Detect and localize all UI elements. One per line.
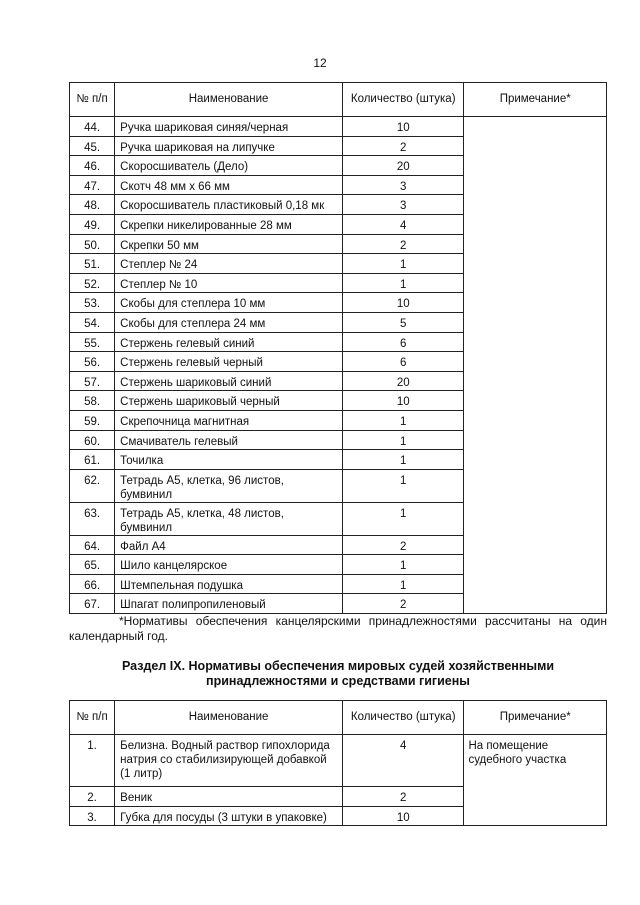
item-name: Веник (115, 787, 343, 807)
row-number: 61. (70, 450, 115, 470)
table-body (70, 735, 607, 826)
item-quantity: 1 (343, 469, 464, 502)
item-name: Скрепки 50 мм (115, 234, 343, 254)
item-quantity: 10 (343, 117, 464, 137)
item-name: Скоросшиватель пластиковый 0,18 мк (115, 195, 343, 215)
item-name: Скрепочница магнитная (115, 410, 343, 430)
col-header-name: Наименование (115, 701, 343, 735)
item-quantity: 1 (343, 502, 464, 535)
row-number: 2. (70, 787, 115, 807)
item-quantity: 6 (343, 332, 464, 352)
row-number: 48. (70, 195, 115, 215)
stationery-norms-table (69, 82, 607, 614)
table-header-row (70, 83, 607, 117)
row-number: 62. (70, 469, 115, 502)
row-number: 58. (70, 391, 115, 411)
table-row (70, 735, 607, 787)
item-quantity: 1 (343, 430, 464, 450)
col-header-note: Примечание* (464, 701, 607, 735)
item-name: Точилка (115, 450, 343, 470)
row-number: 60. (70, 430, 115, 450)
table-row (70, 117, 607, 137)
note-cell: На помещение судебного участка (464, 735, 607, 826)
row-number: 65. (70, 555, 115, 575)
item-quantity: 20 (343, 156, 464, 176)
item-quantity: 20 (343, 371, 464, 391)
item-name: Степлер № 10 (115, 273, 343, 293)
item-name: Шило канцелярское (115, 555, 343, 575)
item-quantity: 1 (343, 450, 464, 470)
col-header-qty: Количество (штука) (343, 83, 464, 117)
footnote: *Нормативы обеспечения канцелярскими принадлежностями рассчитаны на один календарный год. (69, 614, 607, 643)
row-number: 66. (70, 574, 115, 594)
item-name: Штемпельная подушка (115, 574, 343, 594)
col-header-qty: Количество (штука) (343, 701, 464, 735)
item-quantity: 1 (343, 410, 464, 430)
row-number: 64. (70, 535, 115, 555)
col-header-name: Наименование (115, 83, 343, 117)
item-quantity: 10 (343, 806, 464, 826)
row-number: 56. (70, 352, 115, 372)
row-number: 45. (70, 136, 115, 156)
item-quantity: 2 (343, 535, 464, 555)
item-quantity: 10 (343, 293, 464, 313)
row-number: 63. (70, 502, 115, 535)
item-quantity: 6 (343, 352, 464, 372)
col-header-num: № п/п (70, 83, 115, 117)
item-quantity: 2 (343, 787, 464, 807)
item-name: Стержень гелевый синий (115, 332, 343, 352)
row-number: 51. (70, 254, 115, 274)
item-name: Стержень шариковый черный (115, 391, 343, 411)
page-number: 12 (313, 56, 327, 70)
item-quantity: 1 (343, 254, 464, 274)
row-number: 49. (70, 214, 115, 234)
row-number: 52. (70, 273, 115, 293)
item-name: Тетрадь А5, клетка, 96 листов, бумвинил (115, 469, 343, 502)
item-quantity: 3 (343, 195, 464, 215)
row-number: 59. (70, 410, 115, 430)
item-quantity: 1 (343, 555, 464, 575)
item-name: Скобы для степлера 24 мм (115, 312, 343, 332)
item-name: Файл А4 (115, 535, 343, 555)
item-quantity: 1 (343, 273, 464, 293)
item-name: Белизна. Водный раствор гипохлорида натрия со стабилизирующей добавкой (1 литр) (115, 735, 343, 787)
household-norms-table (69, 700, 607, 826)
col-header-num: № п/п (70, 701, 115, 735)
row-number: 67. (70, 594, 115, 614)
item-name: Губка для посуды (3 штуки в упаковке) (115, 806, 343, 826)
row-number: 57. (70, 371, 115, 391)
row-number: 50. (70, 234, 115, 254)
item-quantity: 2 (343, 234, 464, 254)
item-quantity: 3 (343, 175, 464, 195)
item-name: Скрепки никелированные 28 мм (115, 214, 343, 234)
item-name: Стержень шариковый синий (115, 371, 343, 391)
row-number: 3. (70, 806, 115, 826)
item-name: Скотч 48 мм х 66 мм (115, 175, 343, 195)
item-quantity: 1 (343, 574, 464, 594)
item-name: Ручка шариковая на липучке (115, 136, 343, 156)
row-number: 54. (70, 312, 115, 332)
item-quantity: 4 (343, 214, 464, 234)
section-title: Раздел IX. Нормативы обеспечения мировых судей хозяйственными принадлежностями и средствами гигиены (121, 659, 555, 688)
item-name: Степлер № 24 (115, 254, 343, 274)
item-quantity: 10 (343, 391, 464, 411)
row-number: 55. (70, 332, 115, 352)
row-number: 53. (70, 293, 115, 313)
item-quantity: 4 (343, 735, 464, 787)
item-quantity: 5 (343, 312, 464, 332)
item-name: Тетрадь А5, клетка, 48 листов, бумвинил (115, 502, 343, 535)
row-number: 47. (70, 175, 115, 195)
col-header-note: Примечание* (464, 83, 607, 117)
item-name: Скобы для степлера 10 мм (115, 293, 343, 313)
row-number: 44. (70, 117, 115, 137)
item-name: Шпагат полипропиленовый (115, 594, 343, 614)
table-body (70, 117, 607, 614)
item-name: Ручка шариковая синяя/черная (115, 117, 343, 137)
item-name: Смачиватель гелевый (115, 430, 343, 450)
note-cell (464, 117, 607, 614)
item-quantity: 2 (343, 136, 464, 156)
table-header-row (70, 701, 607, 735)
item-name: Стержень гелевый черный (115, 352, 343, 372)
row-number: 46. (70, 156, 115, 176)
item-name: Скоросшиватель (Дело) (115, 156, 343, 176)
row-number: 1. (70, 735, 115, 787)
item-quantity: 2 (343, 594, 464, 614)
